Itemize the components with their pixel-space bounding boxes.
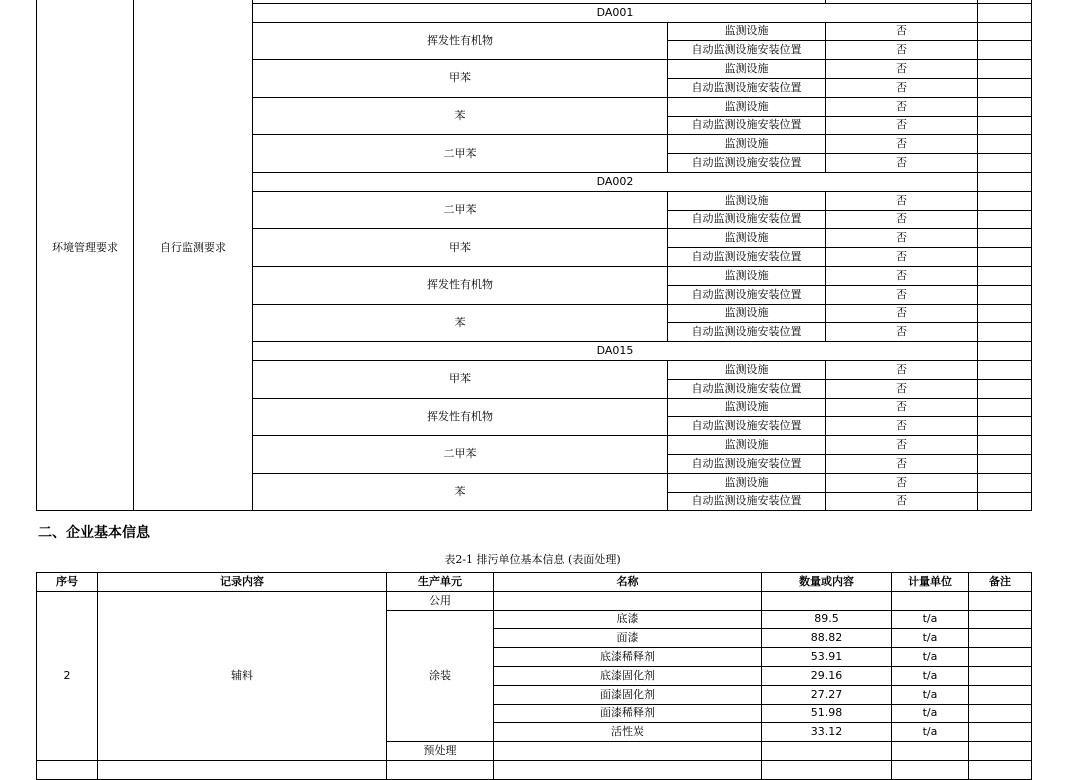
quantity-cell: 51.98 — [762, 704, 892, 723]
column-header: 生产单元 — [387, 573, 494, 592]
material-name: 活性炭 — [494, 723, 762, 742]
material-name: 面漆固化剂 — [494, 685, 762, 704]
outlet-id: DA001 — [253, 3, 978, 22]
item-label: 监测设施 — [668, 60, 826, 79]
pollutant-name: 二甲苯 — [253, 191, 668, 229]
column-header: 名称 — [494, 573, 762, 592]
quantity-cell: 33.12 — [762, 723, 892, 742]
value-cell: 否 — [826, 417, 978, 436]
subcategory-cell: 自行监测要求 — [134, 0, 253, 511]
monitoring-table — [36, 0, 1032, 511]
item-label: 监测设施 — [668, 191, 826, 210]
pollutant-name: 二甲苯 — [253, 135, 668, 173]
column-header: 计量单位 — [892, 573, 969, 592]
seq-cell: 2 — [37, 591, 98, 760]
pollutant-name: 挥发性有机物 — [253, 266, 668, 304]
value-cell: 否 — [826, 379, 978, 398]
value-cell: 否 — [826, 304, 978, 323]
item-label: 自动监测设施安装位置 — [668, 492, 826, 511]
column-header: 数量或内容 — [762, 573, 892, 592]
material-name: 底漆固化剂 — [494, 666, 762, 685]
pollutant-name: 苯 — [253, 97, 668, 135]
value-cell: 否 — [826, 285, 978, 304]
pollutant-name: 苯 — [253, 473, 668, 511]
item-label: 监测设施 — [668, 135, 826, 154]
item-label: 自动监测设施安装位置 — [668, 323, 826, 342]
value-cell: 否 — [826, 116, 978, 135]
unit-cell: t/a — [892, 704, 969, 723]
value-cell: 否 — [826, 22, 978, 41]
unit-cell: t/a — [892, 685, 969, 704]
item-label: 自动监测设施安装位置 — [668, 285, 826, 304]
quantity-cell: 27.27 — [762, 685, 892, 704]
outlet-id: DA015 — [253, 342, 978, 361]
header-row — [37, 573, 1032, 592]
item-label: 监测设施 — [668, 266, 826, 285]
item-label: 自动监测设施安装位置 — [668, 78, 826, 97]
value-cell: 否 — [826, 248, 978, 267]
unit-cell: t/a — [892, 723, 969, 742]
pollutant-name: 苯 — [253, 304, 668, 342]
pollutant-name: 甲苯 — [253, 60, 668, 98]
item-label: 自动监测设施安装位置 — [668, 417, 826, 436]
unit-cell: t/a — [892, 610, 969, 629]
value-cell: 否 — [826, 436, 978, 455]
item-label: 自动监测设施安装位置 — [668, 248, 826, 267]
value-cell: 否 — [826, 266, 978, 285]
quantity-cell: 89.5 — [762, 610, 892, 629]
item-label: 监测设施 — [668, 304, 826, 323]
unit-cell: t/a — [892, 648, 969, 667]
value-cell: 否 — [826, 97, 978, 116]
category-cell: 环境管理要求 — [37, 0, 134, 511]
quantity-cell: 29.16 — [762, 666, 892, 685]
column-header: 序号 — [37, 573, 98, 592]
pollutant-name: 二甲苯 — [253, 436, 668, 474]
item-label: 监测设施 — [668, 97, 826, 116]
pollutant-name: 甲苯 — [253, 360, 668, 398]
item-label: 自动监测设施安装位置 — [668, 154, 826, 173]
item-label: 监测设施 — [668, 22, 826, 41]
item-label: 监测设施 — [668, 473, 826, 492]
value-cell: 否 — [826, 191, 978, 210]
item-label: 监测设施 — [668, 360, 826, 379]
table-row — [37, 591, 1032, 610]
item-label: 自动监测设施安装位置 — [668, 210, 826, 229]
item-label: 监测设施 — [668, 398, 826, 417]
column-header: 记录内容 — [98, 573, 387, 592]
material-name: 底漆 — [494, 610, 762, 629]
unit-cell: t/a — [892, 666, 969, 685]
material-name: 面漆稀释剂 — [494, 704, 762, 723]
item-label: 自动监测设施安装位置 — [668, 454, 826, 473]
basic-info-table — [36, 572, 1032, 780]
unit-coating: 涂装 — [387, 610, 494, 742]
item-label: 监测设施 — [668, 436, 826, 455]
value-cell: 否 — [826, 41, 978, 60]
value-cell: 否 — [826, 360, 978, 379]
value-cell: 否 — [826, 323, 978, 342]
unit-public: 公用 — [387, 591, 494, 610]
value-cell: 否 — [826, 473, 978, 492]
item-label: 自动监测设施安装位置 — [668, 379, 826, 398]
column-header: 备注 — [969, 573, 1032, 592]
pollutant-name: 挥发性有机物 — [253, 398, 668, 436]
item-label: 监测设施 — [668, 229, 826, 248]
value-cell: 否 — [826, 154, 978, 173]
unit-pretreatment: 预处理 — [387, 742, 494, 761]
value-cell: 否 — [826, 135, 978, 154]
value-cell: 否 — [826, 60, 978, 79]
pollutant-name: 挥发性有机物 — [253, 22, 668, 60]
material-name: 面漆 — [494, 629, 762, 648]
quantity-cell: 53.91 — [762, 648, 892, 667]
value-cell: 否 — [826, 210, 978, 229]
item-label: 自动监测设施安装位置 — [668, 41, 826, 60]
value-cell: 否 — [826, 78, 978, 97]
outlet-id: DA002 — [253, 172, 978, 191]
value-cell: 否 — [826, 454, 978, 473]
item-label: 自动监测设施安装位置 — [668, 116, 826, 135]
section-title: 二、企业基本信息 — [38, 525, 150, 541]
table-caption: 表2-1 排污单位基本信息 (表面处理) — [444, 553, 621, 566]
unit-cell: t/a — [892, 629, 969, 648]
value-cell: 否 — [826, 398, 978, 417]
value-cell: 否 — [826, 229, 978, 248]
quantity-cell: 88.82 — [762, 629, 892, 648]
pollutant-name: 甲苯 — [253, 229, 668, 267]
content-cell: 辅料 — [98, 591, 387, 760]
value-cell: 否 — [826, 492, 978, 511]
material-name: 底漆稀释剂 — [494, 648, 762, 667]
